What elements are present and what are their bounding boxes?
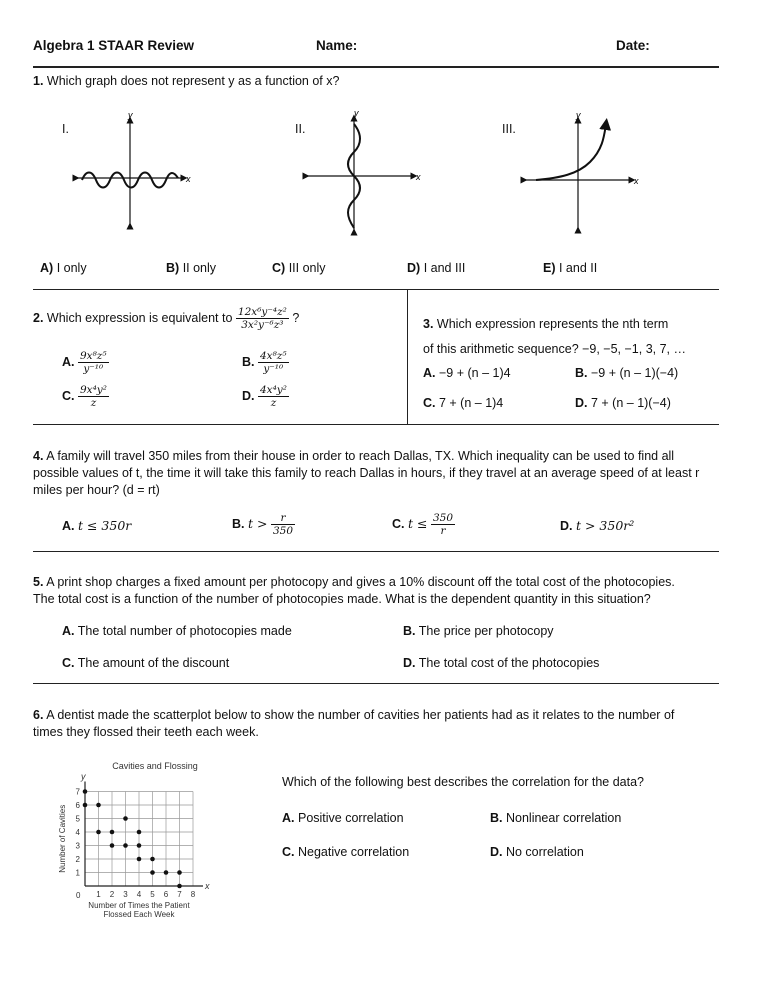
graph-iii-label: III.: [502, 122, 516, 136]
data-point: [110, 843, 115, 848]
x-tick-label: 7: [177, 890, 182, 899]
q1-prompt: 1. Which graph does not represent y as a function of x?: [33, 74, 340, 88]
graph-i-y-label: y: [128, 110, 133, 120]
q4-divider: [33, 551, 719, 552]
q1-option-b[interactable]: B) II only: [166, 261, 217, 275]
q4-option-a[interactable]: A. t ≤ 350r: [62, 518, 132, 533]
data-point: [164, 870, 169, 875]
x-tick-label: 6: [163, 890, 169, 899]
x-tick-label: 4: [136, 890, 142, 899]
q1-divider: [33, 289, 719, 290]
data-point: [177, 884, 182, 889]
q5-option-c[interactable]: C. The amount of the discount: [62, 656, 230, 670]
data-point: [83, 803, 88, 808]
data-point: [123, 843, 128, 848]
q3-option-c[interactable]: C. 7 + (n – 1)4: [423, 396, 504, 410]
q3-option-a[interactable]: A. −9 + (n – 1)4: [423, 366, 511, 380]
q6-option-d[interactable]: D. No correlation: [490, 845, 584, 859]
graph-ii-y-label: y: [354, 108, 359, 118]
q6-option-b[interactable]: B. Nonlinear correlation: [490, 811, 622, 825]
chart-x-axis-label-line1: Number of Times the Patient: [88, 901, 190, 910]
graph-ii-label: II.: [295, 122, 306, 136]
q3-divider: [33, 424, 719, 425]
data-point: [110, 830, 115, 835]
data-point: [150, 857, 155, 862]
y-tick-label: 6: [75, 801, 80, 810]
graph-iii-x-label: x: [634, 176, 639, 186]
q5-option-b[interactable]: B. The price per photocopy: [403, 624, 554, 638]
graph-i-label: I.: [62, 122, 69, 136]
q5-option-d[interactable]: D. The total cost of the photocopies: [403, 656, 600, 670]
q2-q3-divider: [407, 290, 408, 424]
q6-option-c[interactable]: C. Negative correlation: [282, 845, 410, 859]
q1-option-d[interactable]: D) I and III: [407, 261, 466, 275]
cavities-scatterplot: [55, 760, 230, 930]
q3-option-b[interactable]: B. −9 + (n – 1)(−4): [575, 366, 679, 380]
q2-option-d[interactable]: D. $\frac{\text{4x⁴y²}}{z}$: [242, 384, 287, 409]
q2-option-b[interactable]: B. $\frac{\text{4x⁸z⁵}}{\text{y⁻¹⁰}}$: [242, 350, 287, 375]
q5-prompt: 5. A print shop charges a fixed amount per photocopy and gives a 10% discount off the total cost of the photocopies. The total cost is a function of the number of photocopies made. What is the dependent quantity in this situation?: [33, 575, 675, 606]
chart-origin-label: 0: [76, 891, 81, 900]
q2-option-c[interactable]: C. $\frac{\text{9x⁴y²}}{z}$: [62, 384, 107, 409]
q6-prompt: 6. A dentist made the scatterplot below to show the number of cavities her patients had as it relates to the number of times they flossed their teeth each week.: [33, 708, 675, 739]
y-tick-label: 3: [75, 841, 80, 851]
x-tick-label: 5: [150, 890, 155, 899]
q1-option-a[interactable]: A) I only: [40, 261, 87, 275]
graph-iii-y-label: y: [576, 110, 581, 120]
q4-option-c[interactable]: C. t ≤ $\frac{350}{r}$: [392, 512, 453, 537]
q4-prompt: 4. A family will travel 350 miles from their house in order to reach Dallas, TX. Which inequality can be used to find all possible values of t, the time it will take this family to reach Dallas in hours, if they travel at an average speed of at least r miles per hour? (d = rt): [33, 449, 700, 497]
q4-option-d[interactable]: D. t > 350r²: [560, 518, 635, 533]
graph-ii-x-label: x: [416, 172, 421, 182]
data-point: [137, 843, 142, 848]
date-label: Date:: [616, 38, 650, 53]
y-tick-label: 4: [75, 828, 80, 837]
chart-x-axis-label-line2: Flossed Each Week: [103, 910, 175, 919]
graph-i: [72, 108, 202, 238]
y-tick-label: 1: [75, 868, 80, 878]
data-point: [177, 870, 182, 875]
data-point: [150, 870, 155, 875]
data-point: [123, 816, 128, 821]
x-tick-label: 8: [190, 890, 196, 899]
chart-x-letter: x: [205, 881, 210, 891]
chart-y-axis-label: Number of Cavities: [58, 804, 67, 873]
y-tick-label: 7: [75, 787, 80, 797]
data-point: [96, 803, 101, 808]
x-tick-label: 2: [109, 890, 115, 899]
q3-prompt-line1: 3. Which expression represents the nth term: [423, 317, 669, 331]
q1-option-e[interactable]: E) I and II: [543, 261, 598, 275]
x-tick-label: 1: [96, 890, 101, 899]
q6-question: Which of the following best describes the correlation for the data?: [282, 775, 645, 789]
q2-prompt: 2. Which expression is equivalent to $\frac{\text{12x⁶y⁻⁴z²}}{\text{3x²y⁻⁶z³}}$ ?: [33, 306, 300, 331]
q2-expression: $\frac{\text{12x⁶y⁻⁴z²}}{\text{3x²y⁻⁶z³}}$: [237, 306, 287, 331]
chart-y-letter: y: [81, 771, 86, 782]
data-point: [137, 857, 142, 862]
q1-option-c[interactable]: C) III only: [272, 261, 326, 275]
worksheet-title: Algebra 1 STAAR Review: [33, 38, 195, 53]
data-point: [137, 830, 142, 835]
graph-i-x-label: x: [186, 174, 191, 184]
header-rule: [33, 66, 719, 68]
q4-option-b[interactable]: B. t > $\frac{r}{350}$: [232, 512, 293, 537]
q3-prompt-line2: of this arithmetic sequence? −9, −5, −1, 3, 7, …: [423, 342, 687, 356]
q2-option-a[interactable]: A. $\frac{\text{9x⁸z⁵}}{\text{y⁻¹⁰}}$: [62, 350, 107, 375]
q3-option-d[interactable]: D. 7 + (n – 1)(−4): [575, 396, 671, 410]
y-tick-label: 5: [75, 814, 80, 824]
data-point: [96, 830, 101, 835]
q5-option-a[interactable]: A. The total number of photocopies made: [62, 624, 292, 638]
q6-option-a[interactable]: A. Positive correlation: [282, 811, 404, 825]
data-point: [83, 789, 88, 794]
y-tick-label: 2: [75, 855, 80, 864]
x-tick-label: 3: [123, 890, 128, 899]
q5-divider: [33, 683, 719, 684]
name-label: Name:: [316, 38, 358, 53]
graph-ii: [302, 108, 428, 238]
chart-title: Cavities and Flossing: [112, 761, 198, 771]
graph-iii: [520, 108, 650, 238]
